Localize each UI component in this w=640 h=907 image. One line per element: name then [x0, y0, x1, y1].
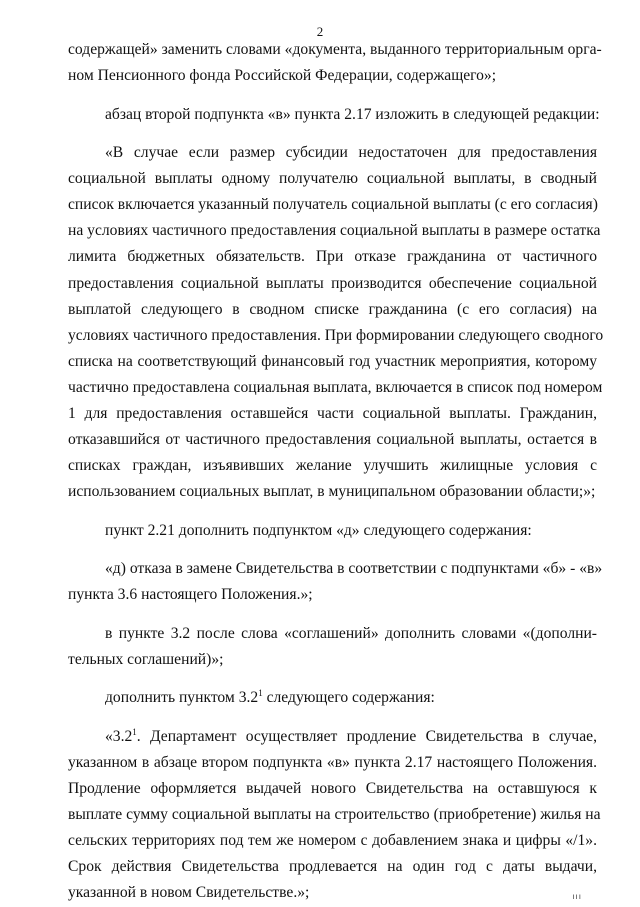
- paragraph-gap: [68, 505, 597, 517]
- text-line: [68, 401, 597, 427]
- page-number: 2: [316, 24, 324, 39]
- superscript: 1: [258, 688, 263, 699]
- text-line: [68, 218, 601, 244]
- text-line: [68, 828, 597, 854]
- text-line-content: «В случае если размер субсидии недостаточен для предоставления: [105, 144, 597, 162]
- document-body: [68, 37, 604, 907]
- text-line: [68, 802, 601, 828]
- text-line-content: указанной в новом Свидетельстве.»;: [68, 884, 310, 902]
- text-line-content: пункта 3.6 настоящего Положения.»;: [68, 586, 313, 604]
- text-line: [68, 375, 603, 401]
- text-line: [68, 349, 597, 375]
- text-line-content: ном Пенсионного фонда Российской Федерации, содержащего»;: [68, 67, 497, 85]
- text-line: [68, 685, 597, 711]
- text-line-content: на условиях частичного предоставления социальной выплаты в размере остатка: [68, 222, 601, 240]
- text-line: [68, 479, 597, 505]
- text-line-content: лимита бюджетных обязательств. При отказе гражданина от частичного: [68, 248, 597, 266]
- text-line: [68, 166, 597, 192]
- text-line: [68, 880, 597, 906]
- text-line-content: условиях частичного предоставления. При формировании следующего сводного: [68, 326, 604, 344]
- text-line-content: 1 для предоставления оставшейся части социальной выплаты. Гражданин,: [68, 405, 597, 422]
- text-line-continuation: . Департамент осуществляет продление Свидетельства в случае,: [136, 727, 597, 745]
- paragraph-gap: [68, 673, 597, 685]
- text-line-content: частично предоставлена социальная выплата, включается в список под номером: [68, 378, 603, 396]
- text-line-content: сельских территориях под тем же номером с добавлением знака и цифры «/1».: [68, 832, 597, 850]
- text-line-content: списка на соответствующий финансовый год участник мероприятия, которому: [68, 352, 597, 370]
- text-line: [68, 453, 597, 479]
- text-line: [68, 621, 597, 647]
- text-line-content: использованием социальных выплат, в муниципальном образовании области;»;: [68, 483, 596, 501]
- text-line-content: список включается указанный получатель социальной выплаты (с его согласия): [68, 196, 598, 214]
- text-line: [68, 244, 597, 270]
- text-line-content: «3.2: [105, 727, 133, 745]
- text-line-content: Продление оформляется выдачей нового Свидетельства на оставшуюся к: [68, 780, 597, 798]
- text-line: [68, 556, 603, 582]
- text-line: [68, 724, 597, 750]
- text-line: [68, 323, 604, 349]
- text-line-content: тельных соглашений)»;: [68, 650, 224, 668]
- text-line: [68, 582, 597, 608]
- text-line-continuation: следующего содержания:: [262, 689, 435, 707]
- text-line-content: Срок действия Свидетельства продлевается на один год с даты выдачи,: [68, 858, 597, 876]
- text-line: [68, 297, 597, 323]
- text-line-content: отказавшийся от частичного предоставления социальной выплаты, остается в: [68, 431, 597, 449]
- text-line-content: предоставления социальной выплаты производится обеспечение социальной: [68, 274, 597, 292]
- paragraph-gap: [68, 89, 597, 101]
- text-line-content: указанном в абзаце втором подпункта «в» пункта 2.17 настоящего Положения.: [68, 753, 597, 771]
- paragraph-gap: [68, 544, 597, 556]
- text-line: [68, 518, 597, 544]
- text-line: [68, 37, 602, 63]
- text-line: [68, 647, 597, 673]
- paragraph-gap: [68, 608, 597, 620]
- text-line-content: дополнить пунктом 3.2: [105, 689, 259, 707]
- text-line: [68, 854, 597, 880]
- text-line: [68, 750, 597, 776]
- text-line: [68, 63, 597, 89]
- text-line-content: выплатой следующего в сводном списке гражданина (с его согласия) на: [68, 300, 597, 318]
- text-line: [68, 192, 597, 218]
- text-line-content: социальной выплаты одному получателю социальной выплаты, в сводный: [68, 170, 597, 188]
- text-line: [68, 102, 600, 128]
- text-line-content: «д) отказа в замене Свидетельства в соответствии с подпунктами «б» - «в»: [105, 560, 603, 578]
- text-line: [68, 271, 597, 297]
- text-line-content: в пункте 3.2 после слова «соглашений» дополнить словами «(дополни-: [105, 624, 597, 642]
- superscript: 1: [132, 726, 137, 737]
- footer-mark: ııı: [572, 892, 582, 901]
- paragraph-gap: [68, 712, 597, 724]
- text-line-content: выплате сумму социальной выплаты на строительство (приобретение) жилья на: [68, 806, 601, 824]
- text-line-content: пункт 2.21 дополнить подпунктом «д» следующего содержания:: [105, 521, 532, 539]
- paragraph-gap: [68, 128, 597, 140]
- text-line: [68, 776, 597, 802]
- text-line: [68, 427, 597, 453]
- text-line-content: содержащей» заменить словами «документа, выданного территориальным орга-: [68, 41, 602, 58]
- text-line-content: списках граждан, изъявивших желание улучшить жилищные условия с: [68, 457, 597, 475]
- text-line-content: абзац второй подпункта «в» пункта 2.17 изложить в следующей редакции:: [105, 105, 600, 123]
- text-line: [68, 140, 597, 166]
